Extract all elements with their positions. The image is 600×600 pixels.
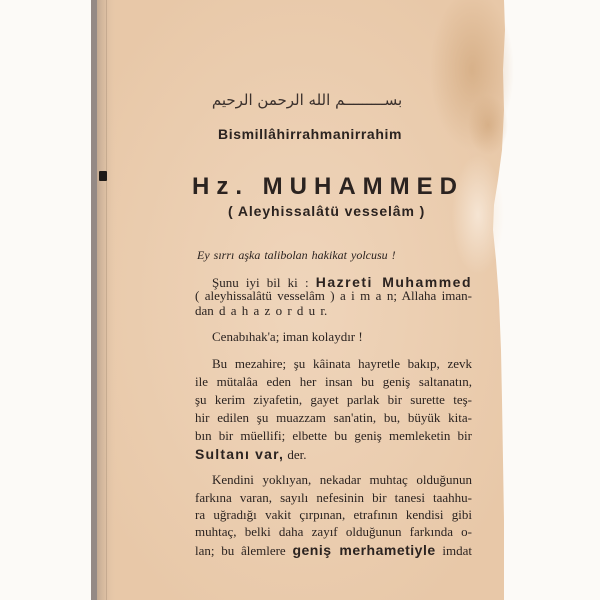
text-line: [195, 542, 472, 558]
text-segment: der.: [284, 447, 307, 462]
bold-emphasis: geniş merhametiyle: [292, 542, 436, 558]
text-segment: ile mütalâa eden her insan bu geniş saltanatın,: [195, 374, 472, 389]
text-line: [195, 410, 472, 426]
text-segment: şu kerim ziyafetin, gayet parlak bir surette teş-: [195, 392, 472, 407]
page-title: Hz. MUHAMMED: [192, 173, 464, 200]
ink-smudge: [99, 171, 107, 181]
text-line: [195, 374, 472, 390]
text-segment: hir edilen şu muazzam san'atin, bu, büyük kita-: [195, 410, 472, 425]
text-segment: ( aleyhissalâtü vesselâm ) a i m a n; Allaha iman-: [195, 288, 472, 303]
text-segment: farkına varan, sayılı nefesinin bir tanesi taahhu-: [195, 490, 472, 505]
text-segment: muhtaç, belki daha zayıf olduğunun farkında o-: [195, 524, 472, 539]
text-line: [195, 392, 472, 408]
text-line: [195, 288, 472, 304]
text-line: [195, 490, 472, 506]
book-binding-edge: [91, 0, 97, 600]
epigraph: Ey sırrı aşka talibolan hakikat yolcusu !: [197, 248, 396, 262]
text-segment: imdat: [435, 543, 472, 558]
text-segment: Şunu iyi bil ki :: [212, 275, 316, 290]
text-segment: ra uğradığı vakit çırpınan, etrafının kendisi gibi: [195, 507, 472, 522]
page-subtitle: ( Aleyhissalâtü vesselâm ): [228, 203, 426, 219]
text-segment: bın bir müellifi; elbette bu geniş memleketin bir: [195, 428, 472, 443]
text-segment: dan d a h a z o r d u r.: [195, 303, 328, 318]
text-segment: Bu mezahire; şu kâinata hayretle bakıp, zevk: [212, 356, 472, 371]
text-segment: Cenabıhak'a; iman kolaydır !: [212, 329, 363, 344]
text-segment: Kendini yoklıyan, nekadar muhtaç olduğunun: [212, 472, 472, 487]
text-segment: lan; bu âlemlere: [195, 543, 293, 558]
text-line: [195, 428, 472, 444]
basmala-transliteration: Bismillâhirrahmanirrahim: [218, 126, 403, 142]
text-line: [195, 446, 472, 462]
bold-emphasis: Sultanı var,: [195, 446, 285, 462]
text-line: [212, 356, 472, 372]
bold-emphasis: Hazreti Muhammed: [315, 274, 473, 290]
text-line: [195, 303, 472, 319]
text-line: [195, 507, 472, 523]
text-line: [195, 524, 472, 540]
gutter-line: [106, 0, 107, 600]
text-line: [212, 472, 472, 488]
arabic-basmala-calligraphy: بســـــــــم الله الرحمن الرحيم: [211, 91, 403, 109]
text-line: [212, 329, 472, 345]
water-stain: [468, 95, 508, 155]
